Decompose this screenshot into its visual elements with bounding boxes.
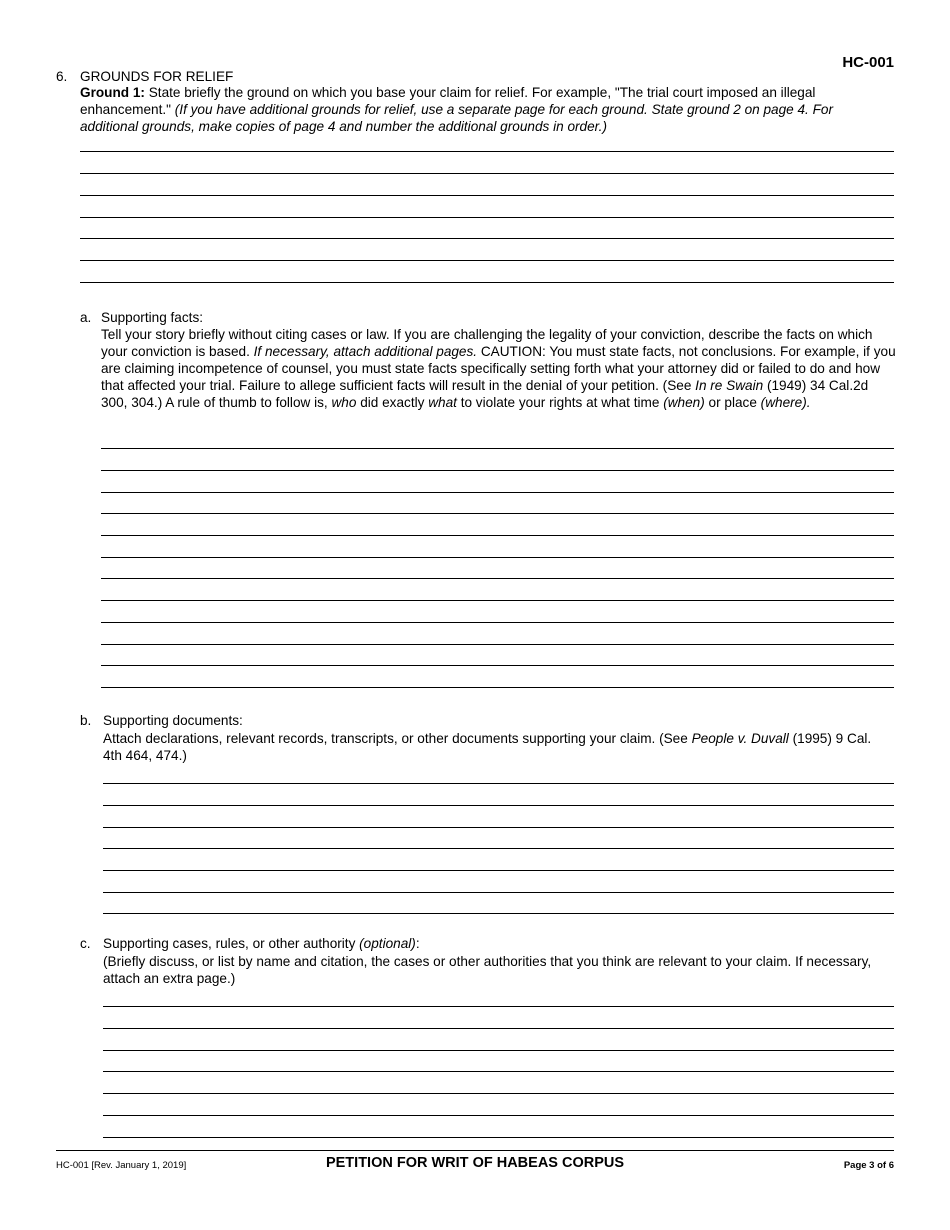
answer-line[interactable] (103, 848, 894, 849)
answer-line[interactable] (80, 260, 894, 261)
part-a-text: CAUTION: You must state facts, not conclusions. For example, if you are claiming incompetence of counsel, you must state facts specifically setting forth what your attorney did or failed to do and how that affected your trial. Failure to allege sufficient facts will result in the denial of your petition. (See (101, 344, 896, 393)
part-c-instructions: (Briefly discuss, or list by name and citation, the cases or other authorities that you think are relevant to your claim. If necessary, attach an extra page.) (103, 954, 872, 986)
ground-text: State briefly the ground on which you base your claim for relief. For example, "The trial court imposed an illegal enhancement." (80, 85, 816, 117)
answer-line[interactable] (80, 282, 894, 283)
part-a-text: Tell your story briefly without citing cases or law. If you are challenging the legality of your conviction, describe the facts on which your conviction is based. (101, 327, 873, 359)
answer-line[interactable] (101, 644, 894, 645)
part-b-text: (1995) 9 Cal. 4th 464, 474.) (103, 731, 872, 763)
part-a-text-italic: (when) (663, 395, 705, 410)
part-b-letter: b. (80, 713, 92, 728)
part-a-text: to violate your rights at what time (456, 395, 664, 410)
footer-page-number: Page 3 of 6 (843, 1160, 894, 1171)
part-a-instructions (101, 326, 896, 411)
answer-line[interactable] (103, 870, 894, 871)
answer-line[interactable] (103, 1050, 894, 1051)
section-number: 6. (56, 69, 68, 84)
part-b-instructions (103, 730, 878, 764)
answer-line[interactable] (103, 1006, 894, 1007)
part-c-title-optional: (optional) (359, 936, 416, 951)
answer-line[interactable] (80, 217, 894, 218)
case-citation: In re Swain (695, 378, 764, 393)
answer-line[interactable] (101, 470, 894, 471)
footer-form-title: PETITION FOR WRIT OF HABEAS CORPUS (325, 1155, 625, 1171)
part-a-text-italic: (where). (760, 395, 811, 410)
part-c-title (103, 935, 420, 952)
part-b-title: Supporting documents: (103, 713, 243, 728)
answer-line[interactable] (80, 195, 894, 196)
answer-line[interactable] (101, 622, 894, 623)
ground-note: (If you have additional grounds for relief, use a separate page for each ground. State ground 2 on page 4. For additional grounds, make copies of page 4 and number the additional grounds in order.) (80, 102, 833, 134)
part-a-text-italic: what (428, 395, 457, 410)
answer-line[interactable] (103, 1137, 894, 1138)
ground-label: Ground 1: (80, 85, 145, 100)
footer-divider (56, 1150, 894, 1151)
answer-line[interactable] (101, 513, 894, 514)
part-a-title: Supporting facts: (101, 310, 204, 325)
part-a-letter: a. (80, 310, 92, 325)
answer-line[interactable] (103, 783, 894, 784)
case-citation: People v. Duvall (691, 731, 789, 746)
answer-line[interactable] (103, 1115, 894, 1116)
answer-line[interactable] (101, 687, 894, 688)
part-a-text: (1949) 34 Cal.2d 300, 304.) A rule of thumb to follow is, (101, 378, 869, 410)
section-title: GROUNDS FOR RELIEF (80, 69, 234, 84)
form-id: HC-001 (842, 54, 894, 71)
answer-line[interactable] (101, 600, 894, 601)
answer-line[interactable] (101, 557, 894, 558)
part-a-text: or place (704, 395, 761, 410)
footer-revision: HC-001 [Rev. January 1, 2019] (56, 1160, 187, 1171)
answer-line[interactable] (80, 238, 894, 239)
answer-line[interactable] (101, 492, 894, 493)
answer-line[interactable] (101, 448, 894, 449)
answer-line[interactable] (103, 1071, 894, 1072)
part-c-letter: c. (80, 936, 91, 951)
answer-line[interactable] (103, 1028, 894, 1029)
answer-line[interactable] (80, 173, 894, 174)
part-a-text-italic: If necessary, attach additional pages. (253, 344, 478, 359)
answer-line[interactable] (103, 913, 894, 914)
answer-line[interactable] (101, 578, 894, 579)
answer-line[interactable] (101, 535, 894, 536)
part-b-text: Attach declarations, relevant records, transcripts, or other documents supporting your claim. (See (103, 731, 692, 746)
answer-line[interactable] (103, 1093, 894, 1094)
part-c-title-colon: : (415, 936, 420, 951)
ground-1-instructions (80, 84, 870, 135)
answer-line[interactable] (103, 805, 894, 806)
part-a-text-italic: who (331, 395, 357, 410)
answer-line[interactable] (80, 151, 894, 152)
answer-line[interactable] (103, 827, 894, 828)
answer-line[interactable] (101, 665, 894, 666)
part-c-title-text: Supporting cases, rules, or other authority (103, 936, 360, 951)
part-a-text: did exactly (356, 395, 429, 410)
answer-line[interactable] (103, 892, 894, 893)
